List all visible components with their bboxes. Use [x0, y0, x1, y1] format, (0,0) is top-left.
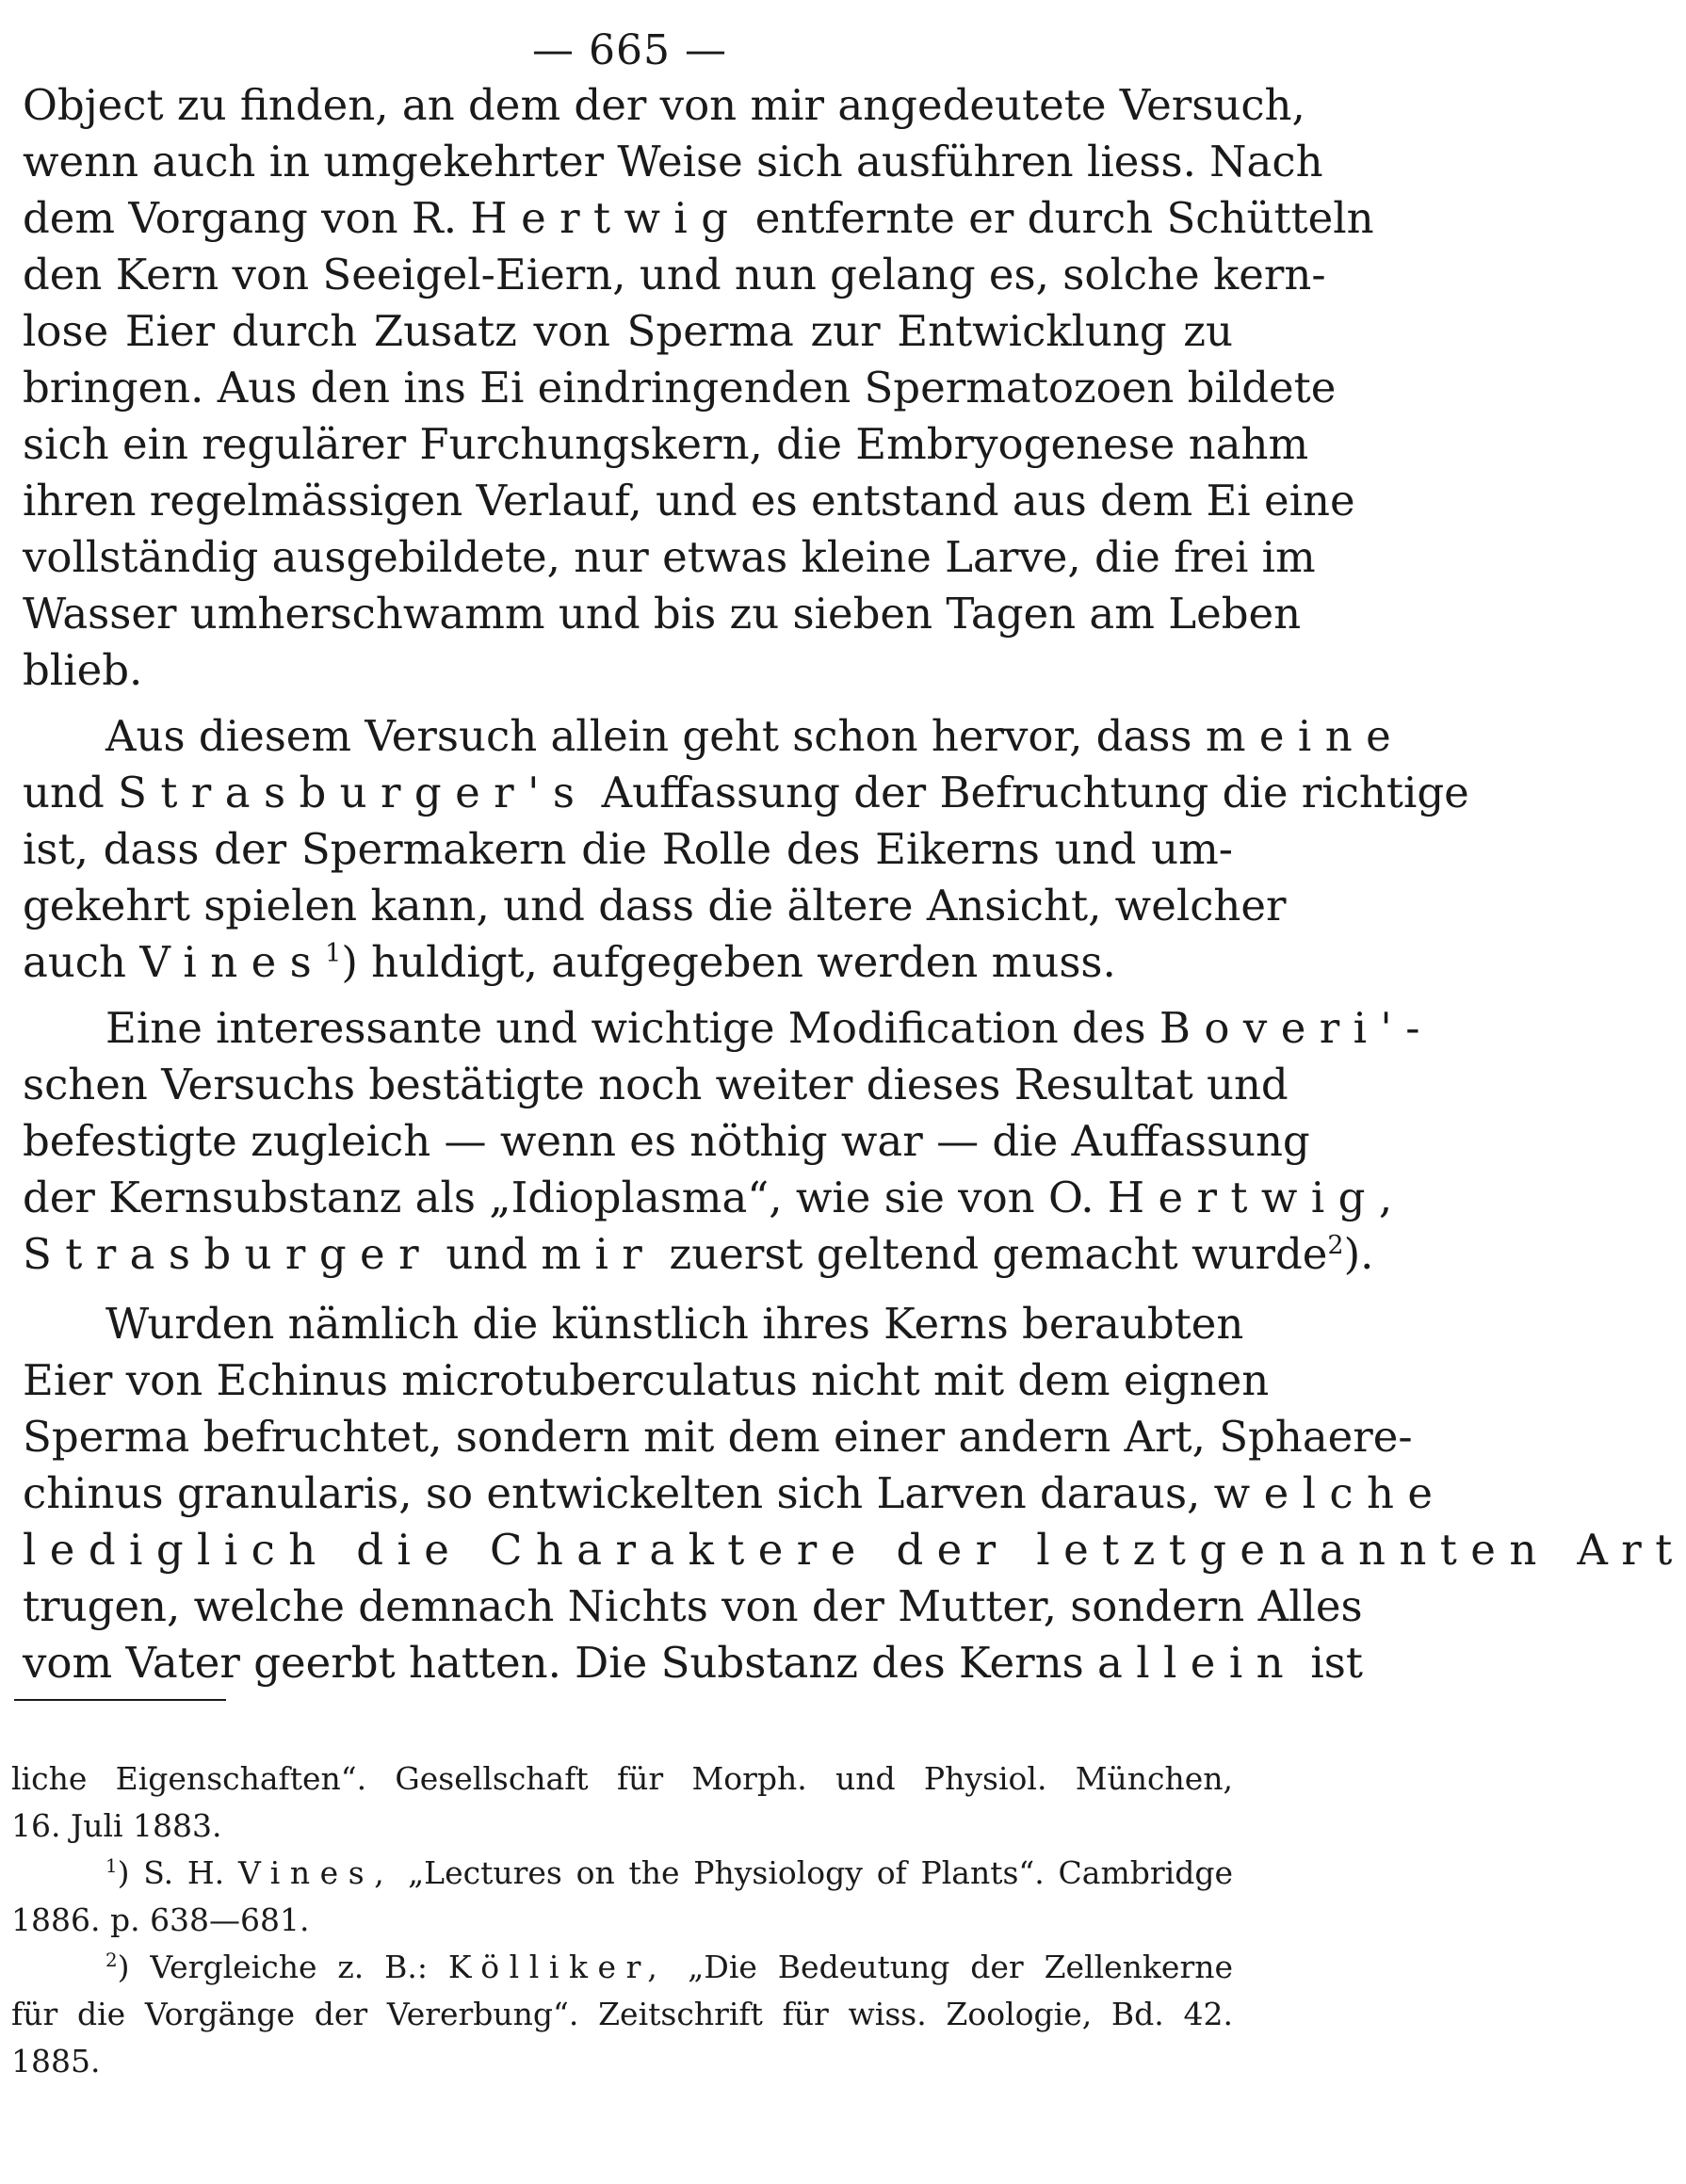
text-line: Object zu finden, an dem der von mir angedeutete Versuch, — [23, 80, 1305, 130]
text-line: Sperma befruchtet, sondern mit dem einer andern Art, Sphaere- — [23, 1412, 1413, 1462]
text-line: gekehrt spielen kann, und dass die ältere Ansicht, welcher — [23, 881, 1287, 930]
footnote-line: für die Vorgänge der Vererbung“. Zeitschrift für wiss. Zoologie, Bd. 42. — [11, 1996, 1233, 2032]
footnote-line: 16. Juli 1883. — [11, 1807, 222, 1844]
text-line: dem Vorgang von R. Hertwig entfernte er durch Schütteln — [23, 193, 1374, 243]
text-line: trugen, welche demnach Nichts von der Mutter, sondern Alles — [23, 1581, 1363, 1631]
footnote-line: 1885. — [11, 2043, 101, 2079]
text-line: schen Versuchs bestätigte noch weiter dieses Resultat und — [23, 1060, 1289, 1109]
footnote-marker: 1 — [325, 938, 342, 968]
text-line: lose Eier durch Zusatz von Sperma zur Entwicklung zu — [23, 306, 1233, 356]
text-line: und Strasburger's Auffassung der Befruchtung die richtige — [23, 768, 1469, 817]
text-line: Eine interessante und wichtige Modification des Boveri'- — [105, 1003, 1434, 1053]
text-line: Strasburger und mir zuerst geltend gemacht wurde$^2$). — [23, 1229, 1374, 1279]
text-line: Eier von Echinus microtuberculatus nicht mit dem eignen — [23, 1355, 1270, 1405]
page-number-header: — 665 — — [532, 26, 727, 74]
text-line: auch Vines$^1$) huldigt, aufgegeben werden muss. — [23, 937, 1116, 987]
text-line: bringen. Aus den ins Ei eindringenden Spermatozoen bildete — [23, 363, 1337, 413]
spaced-word: allein — [1096, 1638, 1298, 1688]
spaced-word: meine — [1205, 711, 1405, 761]
spaced-name: Hertwig — [470, 193, 742, 243]
text-line: Wurden nämlich die künstlich ihres Kerns beraubten — [105, 1299, 1244, 1349]
spaced-name: Vines, — [237, 1854, 395, 1891]
text-line: den Kern von Seeigel-Eiern, und nun gelang es, solche kern- — [23, 250, 1326, 299]
text-line: Wasser umherschwamm und bis zu sieben Tagen am Leben — [23, 589, 1302, 639]
spaced-name: Strasburger's — [118, 768, 589, 817]
text-line: blieb. — [23, 645, 143, 695]
text-line: der Kernsubstanz als „Idioplasma“, wie sie von O. Hertwig, — [23, 1173, 1406, 1222]
spaced-phrase: lediglich die Charaktere der letztgenannten Art — [23, 1525, 1686, 1575]
spaced-word: welche — [1213, 1468, 1447, 1518]
text-line: ist, dass der Spermakern die Rolle des Eikerns und um- — [23, 824, 1233, 874]
text-line: ihren regelmässigen Verlauf, und es entstand aus dem Ei eine — [23, 476, 1355, 526]
footnote-marker: 2 — [105, 1949, 118, 1972]
text-line — [23, 1522, 1686, 1578]
text-line: wenn auch in umgekehrter Weise sich ausführen liess. Nach — [23, 137, 1323, 186]
spaced-name: Hertwig, — [1107, 1173, 1406, 1222]
footnote-line: 1886. p. 638—681. — [11, 1901, 310, 1938]
footnote-line: liche Eigenschaften“. Gesellschaft für Morph. und Physiol. München, — [11, 1760, 1233, 1797]
spaced-name: Boveri'- — [1159, 1003, 1434, 1053]
text-line: Aus diesem Versuch allein geht schon hervor, dass meine — [105, 711, 1405, 761]
text-line: sich ein regulärer Furchungskern, die Embryogenese nahm — [23, 419, 1309, 469]
spaced-name: Kölliker, — [447, 1949, 668, 1985]
footnote-line: $^1$) S. H. Vines, „Lectures on the Physiology of Plants“. Cambridge — [105, 1854, 1233, 1891]
text-line: befestigte zugleich — wenn es nöthig war — die Auffassung — [23, 1116, 1310, 1166]
text-line: vom Vater geerbt hatten. Die Substanz des Kerns allein ist — [23, 1638, 1363, 1688]
spaced-word: mir — [541, 1229, 657, 1279]
footnote-marker: 1 — [105, 1855, 118, 1878]
text-line: vollständig ausgebildete, nur etwas kleine Larve, die frei im — [23, 532, 1316, 582]
footnote-line: $^2$) Vergleiche z. B.: Kölliker, „Die Bedeutung der Zellenkerne — [105, 1949, 1233, 1985]
text-line: chinus granularis, so entwickelten sich Larven daraus, welche — [23, 1468, 1447, 1518]
footnote-divider — [14, 1699, 226, 1701]
footnote-marker: 2 — [1327, 1230, 1344, 1260]
spaced-name: Strasburger — [23, 1229, 432, 1279]
spaced-name: Vines — [139, 937, 326, 987]
